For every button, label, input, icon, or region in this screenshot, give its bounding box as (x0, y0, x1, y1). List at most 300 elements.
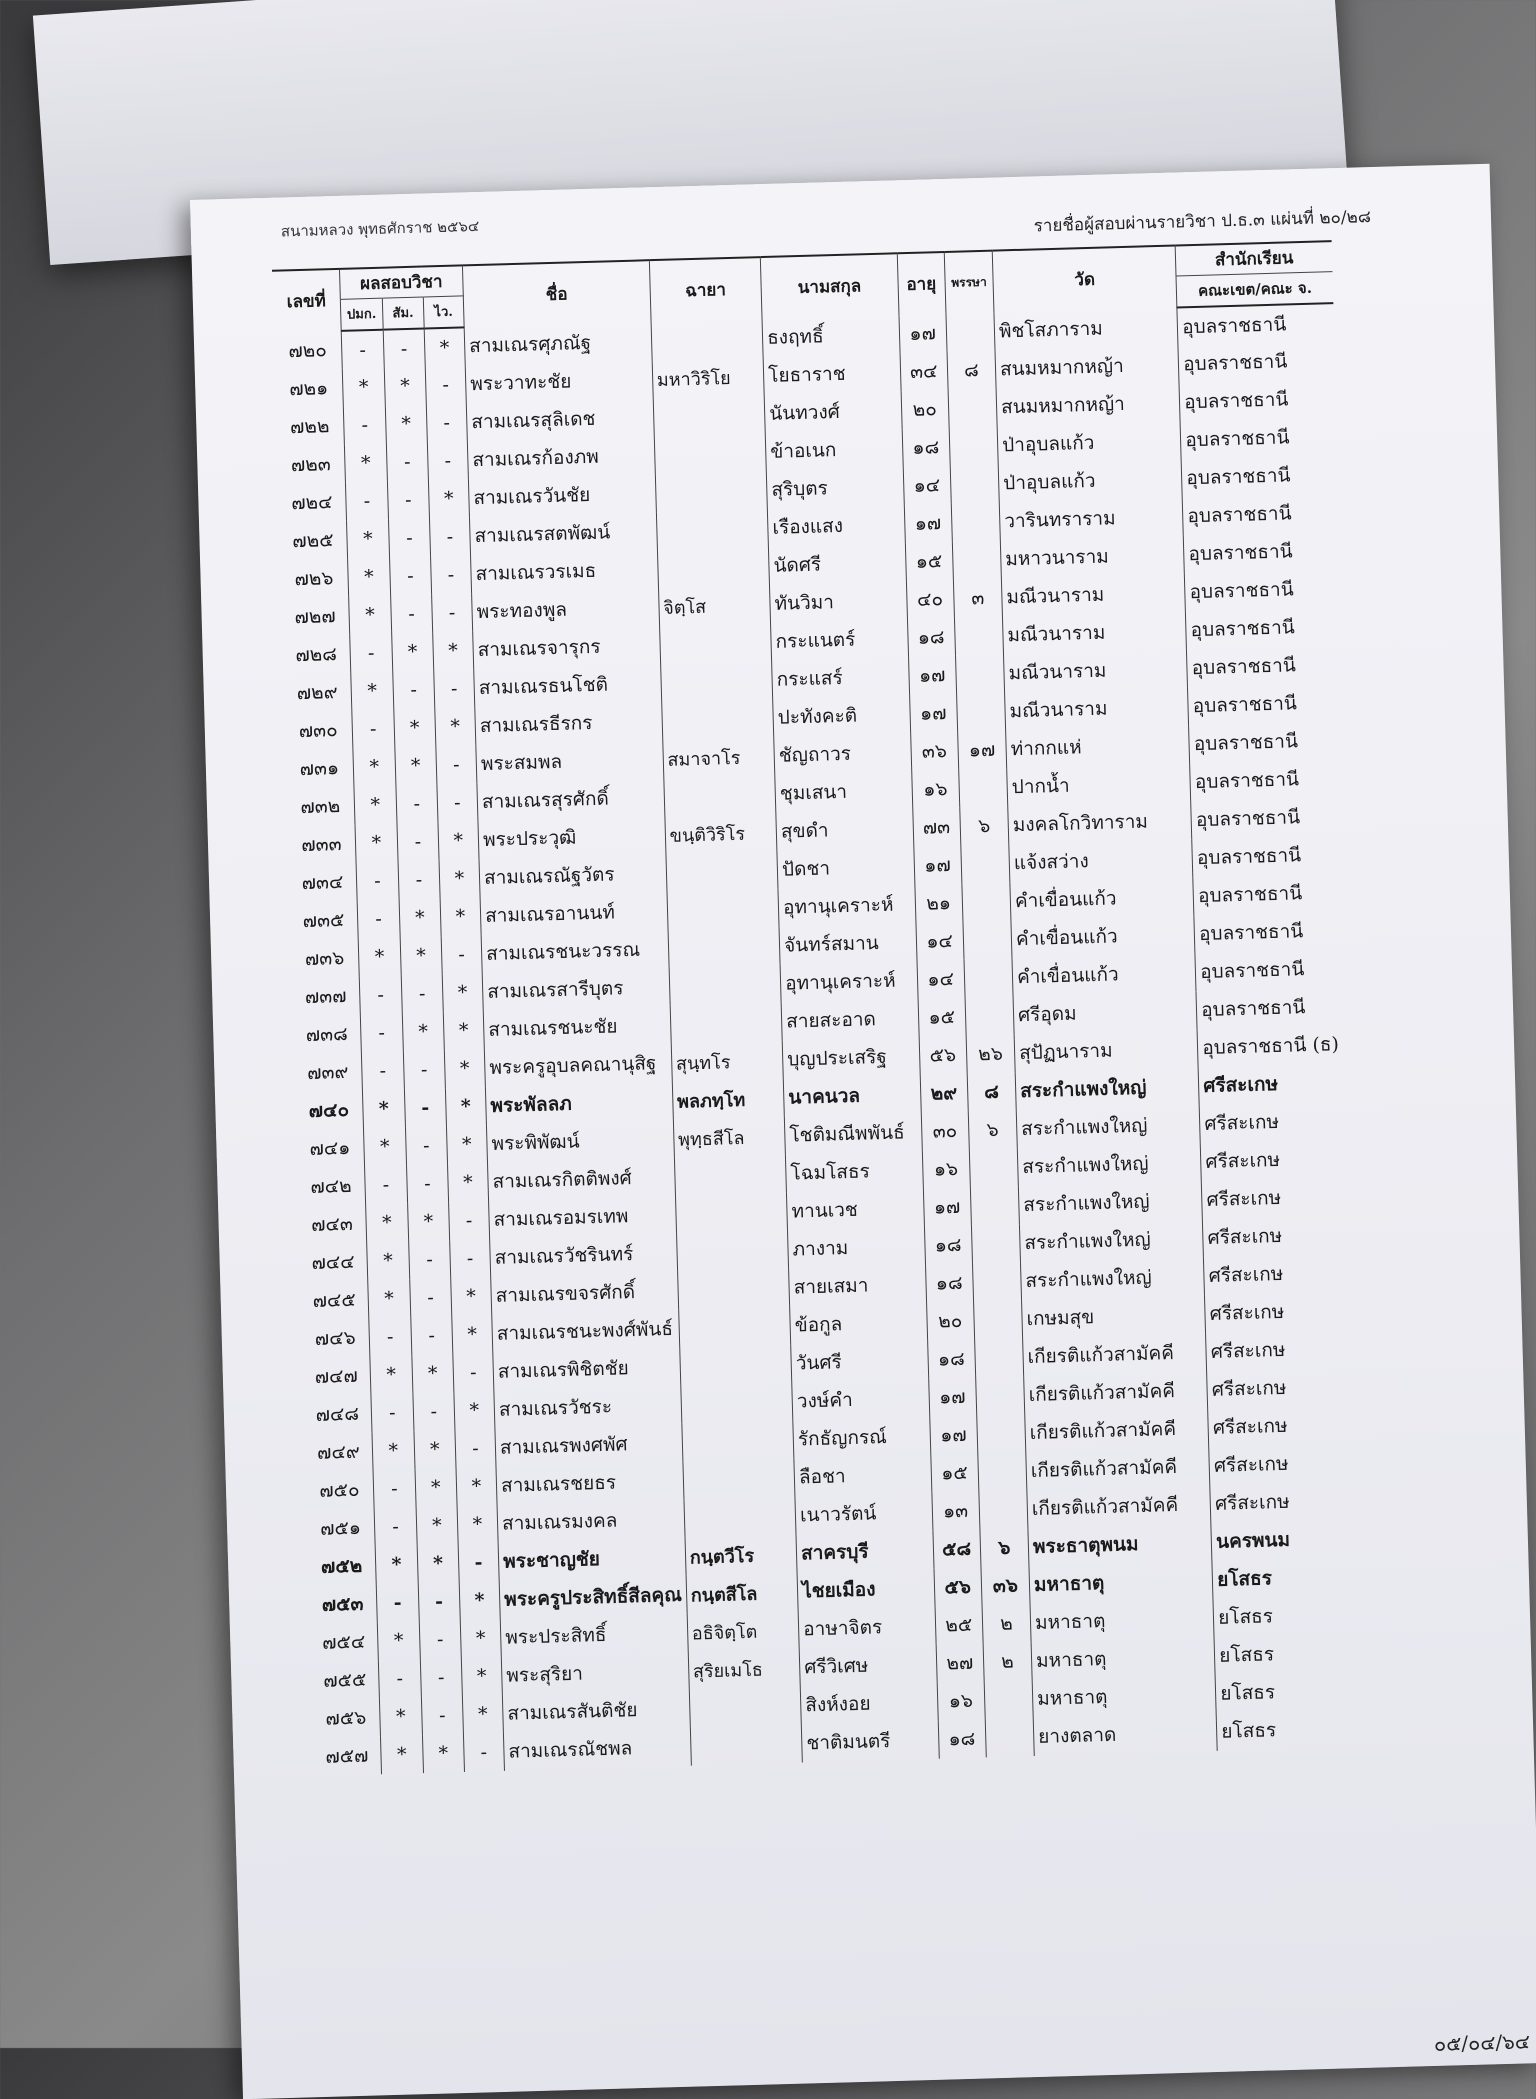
row-surname: บุญประเสริฐ (782, 1037, 919, 1079)
row-age: ๒๗ (936, 1643, 984, 1682)
row-wat: เกียรติแก้วสามัคคี (1025, 1409, 1209, 1452)
row-surname: อาษาจิตร (798, 1607, 935, 1649)
row-wat: มหาวนาราม (1000, 535, 1184, 578)
col-surname: นามสกุล (760, 253, 898, 319)
row-age: ๕๘ (932, 1529, 980, 1568)
row-chaya (653, 395, 765, 436)
row-age: ๑๔ (917, 960, 965, 999)
row-wat: คำเขื่อนแก้ว (1011, 915, 1195, 958)
row-age: ๔๐ (906, 580, 954, 619)
table-body (274, 303, 1374, 1776)
row-chaya: มหาวิริโย (652, 357, 764, 398)
row-phansa: ๖ (980, 1528, 1029, 1567)
row-office: ยโสธร (1215, 1671, 1372, 1713)
row-no: ๗๓๓ (301, 833, 342, 857)
row-result-3: - (449, 1239, 490, 1278)
row-result-1: * (372, 1431, 415, 1470)
row-age: ๑๔ (916, 922, 964, 961)
row-result-2: * (402, 1012, 444, 1051)
row-surname: โยธาราช (763, 353, 900, 395)
row-chaya (654, 433, 766, 474)
row-age: ๑๘ (938, 1719, 986, 1758)
row-age: ๑๕ (905, 542, 953, 581)
row-surname: ศรีวิเศษ (799, 1645, 936, 1687)
row-no: ๗๒๔ (290, 491, 333, 515)
row-chaya: พุทฺธสีโล (673, 1117, 785, 1158)
row-result-3: * (444, 1049, 485, 1088)
row-phansa: ๘ (947, 351, 996, 390)
row-no: ๗๔๒ (310, 1174, 352, 1199)
row-surname: อุทานุเคราะห์ (778, 885, 915, 927)
row-result-3: - (458, 1543, 499, 1582)
row-result-2: - (393, 670, 435, 709)
row-wat: มหาธาตุ (1032, 1675, 1216, 1718)
row-name: สามเณรสันติชัย (502, 1690, 690, 1733)
row-age: ๑๗ (929, 1416, 977, 1455)
row-no: ๗๒๘ (295, 643, 338, 667)
row-phansa: ๒๖ (966, 1034, 1015, 1073)
row-office: ศรีสะเกษ (1206, 1329, 1363, 1371)
row-chaya (690, 1725, 802, 1766)
row-age: ๑๕ (918, 998, 966, 1037)
row-result-1: - (371, 1393, 414, 1432)
row-phansa: ๒ (982, 1604, 1031, 1643)
row-surname: ไชยเมือง (797, 1569, 934, 1611)
row-name: สามเณรอมรเทพ (489, 1196, 677, 1239)
row-result-3: - (425, 365, 466, 404)
row-office: อุบลราชธานี (1193, 873, 1350, 915)
row-chaya (659, 623, 771, 664)
row-result-3: * (447, 1163, 488, 1202)
row-result-1: - (341, 330, 384, 369)
row-chaya (676, 1231, 788, 1272)
row-name: สามเณรสารีบุตร (482, 968, 670, 1011)
row-office: อุบลราชธานี (1194, 911, 1351, 953)
row-surname: เรืองแสง (767, 505, 904, 547)
row-age: ๑๗ (923, 1188, 971, 1227)
row-result-1: * (368, 1279, 411, 1318)
row-result-1: * (353, 747, 396, 786)
row-result-3: - (437, 783, 478, 822)
row-office: อุบลราชธานี (1188, 683, 1345, 725)
row-wat: คำเขื่อนแก้ว (1012, 953, 1196, 996)
row-result-1: - (349, 634, 392, 673)
row-office: อุบลราชธานี (1191, 797, 1348, 839)
row-office: ยโสธร (1213, 1595, 1370, 1637)
row-no: ๗๕๔ (321, 1630, 366, 1654)
row-chaya (651, 319, 763, 360)
row-phansa (975, 1376, 1024, 1415)
row-office: อุบลราชธานี (1181, 455, 1338, 497)
row-no: ๗๓๑ (299, 757, 340, 781)
row-phansa: ๓๖ (981, 1566, 1030, 1605)
row-surname: รักธัญกรณ์ (793, 1417, 930, 1459)
row-phansa (961, 844, 1010, 883)
row-result-2: * (395, 746, 437, 785)
row-age: ๒๐ (926, 1302, 974, 1341)
row-result-1: - (378, 1659, 421, 1698)
row-result-2: - (388, 518, 430, 557)
row-result-1: * (362, 1089, 405, 1128)
row-wat: คำเขื่อนแก้ว (1010, 877, 1194, 920)
col-phansa: พรรษา (944, 251, 994, 314)
row-result-1: * (365, 1203, 408, 1242)
row-office: อุบลราชธานี (1189, 721, 1346, 763)
row-no: ๗๔๗ (314, 1364, 359, 1388)
row-no: ๗๔๙ (316, 1440, 361, 1464)
row-result-3: * (454, 1391, 495, 1430)
row-result-2: - (405, 1126, 447, 1165)
row-age: ๑๘ (924, 1226, 972, 1265)
row-chaya: สมาจาโร (662, 737, 774, 778)
row-age: ๑๗ (909, 694, 957, 733)
row-name: สามเณรสุรศักดิ์ (477, 778, 665, 821)
row-result-2: * (417, 1544, 459, 1583)
col-wat: วัด (992, 246, 1177, 313)
row-office: อุบลราชธานี (1196, 987, 1353, 1029)
row-age: ๕๖ (919, 1036, 967, 1075)
row-result-1: - (352, 710, 395, 749)
row-result-3: * (450, 1277, 491, 1316)
row-wat: สระกำแพงใหญ่ (1016, 1105, 1200, 1148)
row-age: ๑๗ (928, 1378, 976, 1417)
header-right: รายชื่อผู้สอบผ่านรายวิชา ป.ธ.๓ แผ่นที่ ๒๐/๒๘ (1033, 207, 1372, 237)
row-chaya: สุริยเมโธ (688, 1649, 800, 1690)
col-results-group: ผลสอบวิชา (339, 265, 463, 298)
row-name: สามเณรวัชระ (494, 1386, 682, 1429)
row-age: ๑๗ (904, 504, 952, 543)
row-age: ๑๖ (922, 1150, 970, 1189)
row-result-2: - (396, 784, 438, 823)
row-result-3: - (463, 1733, 504, 1772)
row-phansa (956, 692, 1005, 731)
row-wat: มณีวนาราม (1005, 687, 1189, 730)
row-office: ศรีสะเกษ (1203, 1215, 1360, 1257)
row-office: อุบลราชธานี (1183, 531, 1340, 573)
row-age: ๑๘ (925, 1264, 973, 1303)
row-no: ๗๔๔ (311, 1250, 355, 1275)
row-result-3: - (448, 1201, 489, 1240)
row-wat: สระกำแพงใหญ่ (1017, 1143, 1201, 1186)
row-name: พระครูประสิทธิ์สีลคุณ (499, 1576, 687, 1619)
row-office: อุบลราชธานี (1187, 645, 1344, 687)
row-age: ๑๘ (902, 428, 950, 467)
results-table (272, 240, 1374, 1776)
row-wat: ศรีอุดม (1013, 991, 1197, 1034)
row-phansa (948, 389, 997, 428)
row-surname: ปัดชา (777, 847, 914, 889)
row-name: สามเณรอานนท์ (480, 892, 668, 935)
row-office: อุบลราชธานี (1178, 341, 1335, 383)
row-name: สามเณรพิชิตชัย (493, 1348, 681, 1391)
row-no: ๗๔๐ (308, 1098, 350, 1123)
row-result-3: * (446, 1125, 487, 1164)
row-no: ๗๒๑ (288, 377, 329, 401)
row-age: ๑๘ (927, 1340, 975, 1379)
row-age: ๑๘ (907, 618, 955, 657)
row-age: ๒๑ (914, 884, 962, 923)
row-result-1: - (373, 1469, 416, 1508)
row-office: ยโสธร (1216, 1709, 1373, 1751)
row-wat: สระกำแพงใหญ่ (1020, 1257, 1204, 1300)
row-office: ศรีสะเกษ (1200, 1139, 1357, 1181)
row-surname: ปะทังคะติ (773, 695, 910, 737)
row-age: ๒๙ (920, 1074, 968, 1113)
row-no: ๗๒๕ (292, 529, 334, 553)
row-name: พระพิพัฒน์ (486, 1120, 674, 1163)
row-phansa (952, 541, 1001, 580)
row-phansa (964, 958, 1013, 997)
row-surname: ภางาม (788, 1227, 925, 1269)
row-result-2: - (404, 1088, 446, 1127)
row-chaya: กนฺตสีโล (686, 1573, 798, 1614)
row-result-1: - (345, 482, 388, 521)
row-result-1: - (343, 406, 386, 445)
row-result-3: - (433, 669, 474, 708)
row-phansa (950, 465, 999, 504)
row-chaya (684, 1497, 796, 1538)
row-result-2: * (422, 1734, 464, 1773)
row-wat: พิชโสภาราม (994, 307, 1178, 350)
row-surname: สุริบุตร (766, 467, 903, 509)
row-result-1: * (342, 368, 385, 407)
row-office: นครพนม (1211, 1519, 1368, 1561)
row-surname: ทันวิมา (770, 581, 907, 623)
row-surname: นาคนวล (783, 1075, 920, 1117)
row-result-1: * (351, 672, 394, 711)
row-office: อุบลราชธานี (ธ) (1197, 1025, 1354, 1067)
row-office: อุบลราชธานี (1190, 759, 1347, 801)
row-result-1: - (360, 1013, 403, 1052)
row-chaya: อธิจิตฺโต (687, 1611, 799, 1652)
row-result-2: - (398, 860, 440, 899)
col-age: อายุ (897, 252, 946, 315)
row-surname: กระแสร์ (772, 657, 909, 699)
row-age: ๒๕ (935, 1605, 983, 1644)
row-result-3: - (430, 555, 471, 594)
row-result-3: * (459, 1581, 500, 1620)
row-chaya (668, 927, 780, 968)
row-result-3: * (424, 327, 465, 366)
row-result-2: * (400, 936, 442, 975)
row-phansa: ๒ (983, 1642, 1032, 1681)
row-result-3: - (455, 1429, 496, 1468)
row-name: สามเณรมงคล (497, 1500, 685, 1543)
row-result-2: - (411, 1316, 453, 1355)
row-no: ๗๕๐ (319, 1478, 360, 1502)
row-wat: ป่าอุบลแก้ว (997, 421, 1181, 464)
row-chaya (669, 965, 781, 1006)
row-result-3: * (428, 479, 469, 518)
row-result-2: - (419, 1620, 461, 1659)
row-name: สามเณรธนโชติ (474, 664, 662, 707)
row-name: สามเณรวรเมธ (471, 550, 659, 593)
col-office-line2: คณะเขต/คณะ จ. (1176, 271, 1333, 307)
row-name: สามเณรศุภณัฐ (464, 322, 652, 365)
row-result-3: * (462, 1695, 503, 1734)
row-no: ๗๓๖ (304, 946, 345, 971)
row-wat: สุปัฏนาราม (1014, 1029, 1198, 1072)
row-name: พระประวุฒิ (478, 816, 666, 859)
row-result-1: - (356, 861, 399, 900)
row-result-1: - (361, 1051, 404, 1090)
row-chaya (689, 1687, 801, 1728)
row-result-2: - (409, 1240, 451, 1279)
row-result-3: - (429, 517, 470, 556)
row-office: ยโสธร (1212, 1557, 1369, 1599)
row-result-3: * (439, 859, 480, 898)
row-wat: สนมหมากหญ้า (995, 345, 1179, 388)
row-no: ๗๕๕ (322, 1668, 367, 1692)
row-result-1: * (355, 823, 398, 862)
row-surname: ทานเวช (787, 1189, 924, 1231)
row-result-3: * (432, 631, 473, 670)
row-result-3: * (457, 1505, 498, 1544)
row-no: ๗๓๘ (305, 1022, 349, 1047)
row-wat: มหาธาตุ (1030, 1599, 1214, 1642)
row-phansa (965, 996, 1014, 1035)
row-phansa (977, 1414, 1026, 1453)
row-office: ศรีสะเกษ (1207, 1367, 1364, 1409)
row-result-3: * (438, 821, 479, 860)
row-office: อุบลราชธานี (1179, 379, 1336, 421)
row-name: สามเณรสุลิเดช (466, 398, 654, 441)
row-name: พระสมพล (476, 740, 664, 783)
row-wat: วารินทราราม (999, 497, 1183, 540)
row-wat: เกษมสุข (1022, 1295, 1206, 1338)
row-phansa (954, 616, 1003, 655)
row-result-3: - (453, 1353, 494, 1392)
row-chaya (657, 547, 769, 588)
row-name: พระครูอุบลคณานุสิฐ (484, 1044, 672, 1087)
row-no: ๗๓๕ (302, 908, 345, 933)
row-name: สามเณรกิตติพงศ์ (488, 1158, 676, 1201)
row-name: สามเณรวัชรินทร์ (490, 1234, 678, 1277)
row-office: อุบลราชธานี (1192, 835, 1349, 877)
document-sheet (190, 164, 1536, 2099)
row-chaya (682, 1421, 794, 1462)
row-phansa (978, 1452, 1027, 1491)
row-chaya: พลภทฺโท (672, 1079, 784, 1120)
row-chaya: ขนฺติวิริโร (665, 813, 777, 854)
row-surname: ชัญถาวร (774, 733, 911, 775)
row-wat: สนมหมากหญ้า (996, 383, 1180, 426)
row-wat: เกียรติแก้วสามัคคี (1023, 1333, 1207, 1376)
row-no: ๗๔๓ (310, 1212, 354, 1237)
row-surname: ชุมเสนา (775, 771, 912, 813)
row-chaya (678, 1307, 790, 1348)
row-no: ๗๕๑ (319, 1516, 362, 1540)
row-chaya (679, 1345, 791, 1386)
row-office: ศรีสะเกษ (1202, 1177, 1359, 1219)
row-result-1: * (363, 1127, 406, 1166)
row-wat: สระกำแพงใหญ่ (1015, 1067, 1199, 1110)
row-result-2: * (412, 1354, 454, 1393)
row-wat: มณีวนาราม (1002, 611, 1186, 654)
row-name: สามเณรณัชพล (503, 1728, 691, 1771)
col-office-line1: สำนักเรียน (1175, 241, 1332, 275)
row-age: ๑๖ (937, 1681, 985, 1720)
row-result-2: - (407, 1164, 449, 1203)
row-office: อุบลราชธานี (1180, 417, 1337, 459)
row-office: ศรีสะเกษ (1198, 1063, 1355, 1105)
row-name: พระพัลลภ (485, 1082, 673, 1125)
row-no: ๗๒๓ (290, 453, 332, 477)
row-no: ๗๒๗ (294, 605, 336, 629)
row-chaya (656, 509, 768, 550)
row-no: ๗๔๘ (315, 1402, 360, 1426)
row-chaya (675, 1193, 787, 1234)
row-chaya: สุนฺทโร (671, 1041, 783, 1082)
row-chaya (661, 699, 773, 740)
row-result-3: * (461, 1657, 502, 1696)
row-office: ศรีสะเกษ (1205, 1291, 1362, 1333)
row-result-2: - (387, 480, 429, 519)
row-age: ๑๕ (930, 1453, 978, 1492)
row-phansa (973, 1300, 1022, 1339)
row-no: ๗๓๐ (298, 719, 338, 743)
row-wat: เกียรติแก้วสามัคคี (1024, 1371, 1208, 1414)
row-result-2: - (418, 1582, 460, 1621)
row-name: สามเณรชนะชัย (483, 1006, 671, 1049)
row-chaya (660, 661, 772, 702)
row-name: สามเณรชนะพงศ์พันธ์ (492, 1310, 680, 1353)
row-surname: โชติมณีพพันธ์ (784, 1113, 921, 1155)
row-result-2: * (414, 1430, 456, 1469)
row-result-2: - (410, 1278, 452, 1317)
row-phansa (985, 1718, 1034, 1757)
row-chaya (655, 471, 767, 512)
row-result-2: - (420, 1658, 462, 1697)
row-wat: มหาธาตุ (1029, 1561, 1213, 1604)
row-wat: มณีวนาราม (1004, 649, 1188, 692)
row-name: พระวาทะชัย (465, 360, 653, 403)
row-result-2: - (383, 329, 425, 368)
row-surname: วันศรี (791, 1341, 928, 1383)
row-result-1: * (380, 1735, 423, 1774)
row-wat: ยางตลาด (1033, 1713, 1217, 1756)
row-result-2: - (401, 974, 443, 1013)
row-result-3: - (441, 935, 482, 974)
row-surname: ข้าอเนก (765, 429, 902, 471)
row-age: ๑๓ (931, 1491, 979, 1530)
row-phansa (949, 427, 998, 466)
row-name: พระชาญชัย (498, 1538, 686, 1581)
row-no: ๗๒๙ (296, 681, 338, 705)
row-result-3: - (431, 593, 472, 632)
row-phansa (984, 1680, 1033, 1719)
row-office: อุบลราชธานี (1185, 569, 1342, 611)
row-phansa (972, 1262, 1021, 1301)
row-result-2: - (386, 442, 428, 481)
row-no: ๗๔๖ (314, 1326, 356, 1350)
row-name: สามเณรก้องภพ (467, 436, 655, 479)
row-result-1: * (358, 937, 401, 976)
row-chaya: จิตฺโส (658, 585, 770, 626)
row-result-2: * (408, 1202, 450, 1241)
row-wat: มหาธาตุ (1031, 1637, 1215, 1680)
row-age: ๑๖ (911, 770, 959, 809)
row-phansa (955, 654, 1004, 693)
row-phansa: ๖ (960, 806, 1009, 845)
row-age: ๑๗ (908, 656, 956, 695)
row-office: อุบลราชธานี (1177, 303, 1334, 345)
row-result-1: * (344, 444, 387, 483)
row-phansa (951, 503, 1000, 542)
row-chaya (683, 1459, 795, 1500)
row-surname: ลือชา (794, 1455, 931, 1497)
row-chaya (670, 1003, 782, 1044)
